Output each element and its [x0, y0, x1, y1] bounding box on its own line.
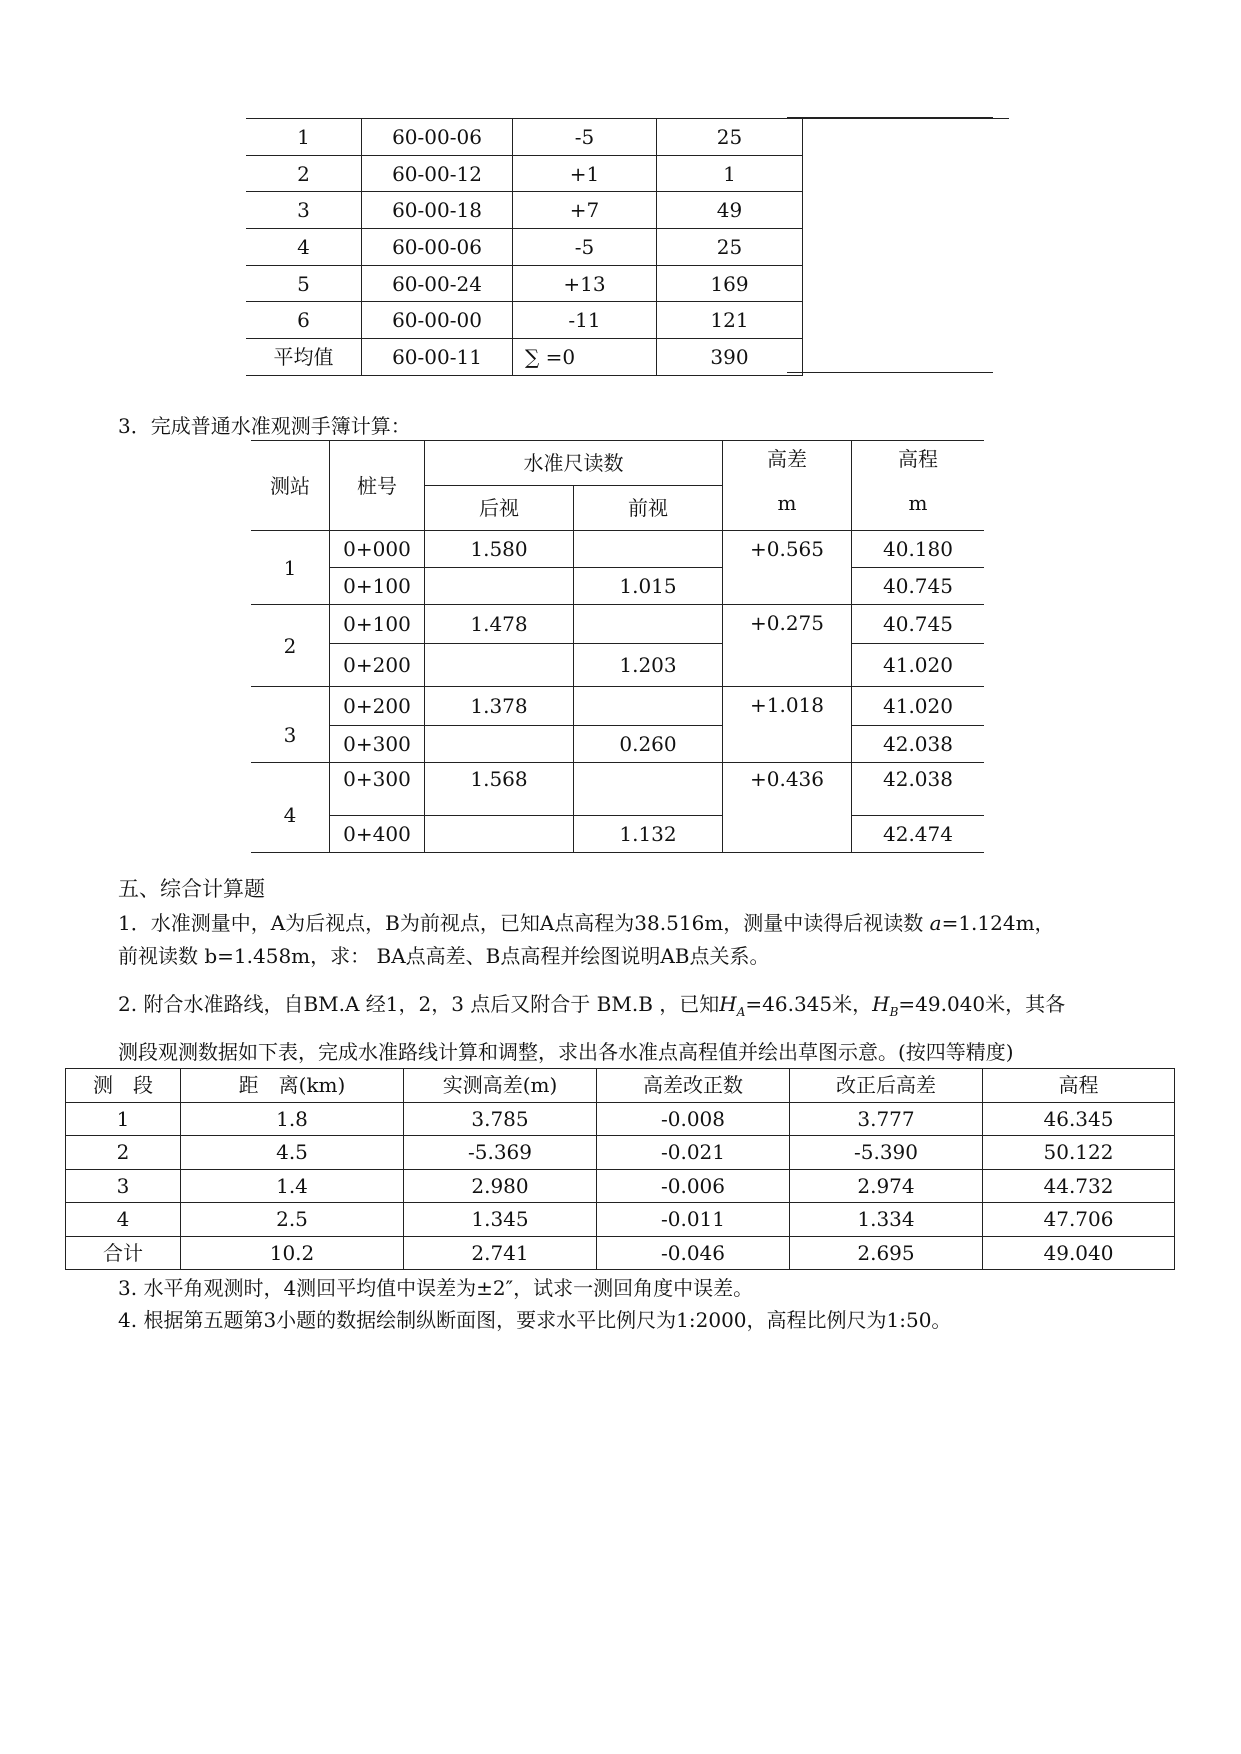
table-cell: 60-00-12 [362, 155, 513, 192]
table-cell: 2.974 [790, 1169, 983, 1203]
table-cell: -0.011 [597, 1203, 790, 1237]
pile-number: 0+400 [330, 816, 425, 853]
table-cell: 1.4 [181, 1169, 404, 1203]
table-cell: 6 [246, 302, 362, 339]
question-text: =49.040米，其各 [898, 992, 1066, 1016]
table-cell: -0.006 [597, 1169, 790, 1203]
pile-number: 0+100 [330, 605, 425, 644]
table-cell: 2.695 [790, 1236, 983, 1270]
table-cell: 60-00-06 [362, 229, 513, 266]
height-difference: +0.565 [723, 531, 852, 605]
subscript-a: A [736, 1005, 746, 1019]
table-row [66, 1169, 1175, 1203]
table-cell: -5.369 [404, 1136, 597, 1170]
table-row [251, 687, 984, 726]
table-cell: 60-00-24 [362, 265, 513, 302]
table-cell: 60-00-06 [362, 119, 513, 156]
table-cell: -5 [513, 119, 657, 156]
table-cell: 5 [246, 265, 362, 302]
variable-h: H [872, 992, 890, 1016]
table-row [251, 644, 984, 687]
elevation: 42.038 [852, 763, 985, 816]
table-row [66, 1136, 1175, 1170]
back-reading [425, 644, 574, 687]
header-elevation: 高程 [983, 1069, 1175, 1103]
back-reading: 1.580 [425, 531, 574, 568]
table-cell: 47.706 [983, 1203, 1175, 1237]
table-cell: -11 [513, 302, 657, 339]
table-cell: 60-00-18 [362, 192, 513, 229]
header-correction: 高差改正数 [597, 1069, 790, 1103]
header-measured-diff: 实测高差(m) [404, 1069, 597, 1103]
question-text: 1．水准测量中，A为后视点，B为前视点，已知A点高程为38.516m，测量中读得后视读数 [118, 911, 930, 935]
pile-number: 0+100 [330, 568, 425, 605]
back-reading: 1.568 [425, 763, 574, 816]
question-5-1-line-2: 前视读数 b=1.458m，求： BA点高差、B点高程并绘图说明AB点关系。 [118, 944, 770, 968]
table-row [246, 119, 1009, 156]
table-row-total [66, 1236, 1175, 1270]
fore-reading [574, 531, 723, 568]
table-cell: 10.2 [181, 1236, 404, 1270]
table-cell: 2 [246, 155, 362, 192]
fore-reading [574, 763, 723, 816]
table-cell: 49.040 [983, 1236, 1175, 1270]
table-header-row [251, 441, 984, 486]
height-difference: +1.018 [723, 687, 852, 763]
table-cell: 3 [66, 1169, 181, 1203]
table-cell: 4.5 [181, 1136, 404, 1170]
header-height-diff-label: 高差 [767, 447, 807, 471]
question-text: =1.124m， [941, 911, 1055, 935]
header-height-diff [723, 441, 852, 531]
table-cell: 60-00-11 [362, 339, 513, 376]
table-cell: 4 [246, 229, 362, 266]
question-3-title: 3．完成普通水准观测手簿计算： [118, 414, 411, 438]
elevation: 40.745 [852, 568, 985, 605]
table-cell: 3 [246, 192, 362, 229]
station-number: 4 [251, 763, 330, 853]
table-cell: -5 [513, 229, 657, 266]
table-cell: 平均值 [246, 339, 362, 376]
table-cell: 25 [657, 229, 803, 266]
header-elevation-label: 高程 [898, 447, 938, 471]
variable-h: H [719, 992, 737, 1016]
header-distance: 距 离(km) [181, 1069, 404, 1103]
leveling-fieldbook-table [251, 440, 984, 853]
table-cell: 2.741 [404, 1236, 597, 1270]
back-reading: 1.478 [425, 605, 574, 644]
table-cell: 2 [66, 1136, 181, 1170]
table-cell: 合计 [66, 1236, 181, 1270]
angle-observation-table [246, 118, 1009, 376]
question-5-1-line-1 [118, 911, 1055, 935]
question-5-2-line-1 [118, 992, 1065, 1019]
back-reading [425, 726, 574, 763]
table-cell: 2.980 [404, 1169, 597, 1203]
table-cell: +13 [513, 265, 657, 302]
header-height-diff-unit: m [777, 491, 797, 515]
header-elevation [852, 441, 985, 531]
table-cell: 3.777 [790, 1102, 983, 1136]
table-cell: 390 [657, 339, 803, 376]
table-row [66, 1102, 1175, 1136]
pile-number: 0+200 [330, 644, 425, 687]
header-back-sight: 后视 [425, 486, 574, 531]
pile-number: 0+300 [330, 763, 425, 816]
height-difference: +0.275 [723, 605, 852, 687]
table-cell: 1 [66, 1102, 181, 1136]
back-reading: 1.378 [425, 687, 574, 726]
fore-reading: 1.132 [574, 816, 723, 853]
question-text: 2. 附合水准路线，自BM.A 经1，2，3 点后又附合于 BM.B ，已知 [118, 992, 720, 1016]
table-cell: -0.021 [597, 1136, 790, 1170]
table1-bottom-rule [787, 372, 993, 373]
table-cell: 1.345 [404, 1203, 597, 1237]
header-fore-sight: 前视 [574, 486, 723, 531]
table-row [251, 816, 984, 853]
fore-reading [574, 687, 723, 726]
pile-number: 0+200 [330, 687, 425, 726]
station-number: 2 [251, 605, 330, 687]
back-reading [425, 568, 574, 605]
question-5-4: 4. 根据第五题第3小题的数据绘制纵断面图，要求水平比例尺为1:2000，高程比例尺为1:50。 [118, 1308, 952, 1332]
closed-leveling-route-table [65, 1068, 1175, 1270]
variable-a: a [929, 911, 942, 935]
elevation: 42.038 [852, 726, 985, 763]
question-text: =46.345米， [745, 992, 873, 1016]
table-row [251, 568, 984, 605]
section-5-heading: 五、综合计算题 [118, 877, 265, 901]
table-cell: 1 [246, 119, 362, 156]
station-number: 1 [251, 531, 330, 605]
station-number: 3 [251, 687, 330, 763]
pile-number: 0+300 [330, 726, 425, 763]
table-cell: +1 [513, 155, 657, 192]
fore-reading [574, 605, 723, 644]
subscript-b: B [889, 1005, 899, 1019]
table-cell: 2.5 [181, 1203, 404, 1237]
table-row [251, 726, 984, 763]
table-cell: 3.785 [404, 1102, 597, 1136]
header-corrected-diff: 改正后高差 [790, 1069, 983, 1103]
table-cell: +7 [513, 192, 657, 229]
table-cell: -5.390 [790, 1136, 983, 1170]
back-reading [425, 816, 574, 853]
header-station: 测站 [251, 441, 330, 531]
table-cell: 44.732 [983, 1169, 1175, 1203]
header-pile: 桩号 [330, 441, 425, 531]
table-cell: -0.046 [597, 1236, 790, 1270]
table-cell: 49 [657, 192, 803, 229]
table-cell: 121 [657, 302, 803, 339]
table-header-row [66, 1069, 1175, 1103]
elevation: 41.020 [852, 644, 985, 687]
elevation: 40.180 [852, 531, 985, 568]
table-cell: 1.8 [181, 1102, 404, 1136]
elevation: 41.020 [852, 687, 985, 726]
elevation: 42.474 [852, 816, 985, 853]
table-cell: 25 [657, 119, 803, 156]
table-row [66, 1203, 1175, 1237]
elevation: 40.745 [852, 605, 985, 644]
pile-number: 0+000 [330, 531, 425, 568]
question-5-3: 3. 水平角观测时，4测回平均值中误差为±2″，试求一测回角度中误差。 [118, 1276, 754, 1300]
table-cell: -0.008 [597, 1102, 790, 1136]
question-5-2-line-2: 测段观测数据如下表，完成水准路线计算和调整，求出各水准点高程值并绘出草图示意。(按四等精度) [118, 1040, 1014, 1064]
table-cell: 50.122 [983, 1136, 1175, 1170]
fore-reading: 1.015 [574, 568, 723, 605]
header-elevation-unit: m [908, 491, 928, 515]
table-row [251, 763, 984, 816]
height-difference: +0.436 [723, 763, 852, 853]
table-cell: 46.345 [983, 1102, 1175, 1136]
header-staff-reading: 水准尺读数 [425, 441, 723, 486]
table-empty-column [803, 119, 1010, 376]
table-cell: ∑ =0 [513, 339, 657, 376]
table-cell: 60-00-00 [362, 302, 513, 339]
table-row [251, 531, 984, 568]
table-cell: 4 [66, 1203, 181, 1237]
fore-reading: 0.260 [574, 726, 723, 763]
table-cell: 1.334 [790, 1203, 983, 1237]
table-row [251, 605, 984, 644]
table-cell: 1 [657, 155, 803, 192]
table-cell: 169 [657, 265, 803, 302]
header-segment: 测 段 [66, 1069, 181, 1103]
fore-reading: 1.203 [574, 644, 723, 687]
